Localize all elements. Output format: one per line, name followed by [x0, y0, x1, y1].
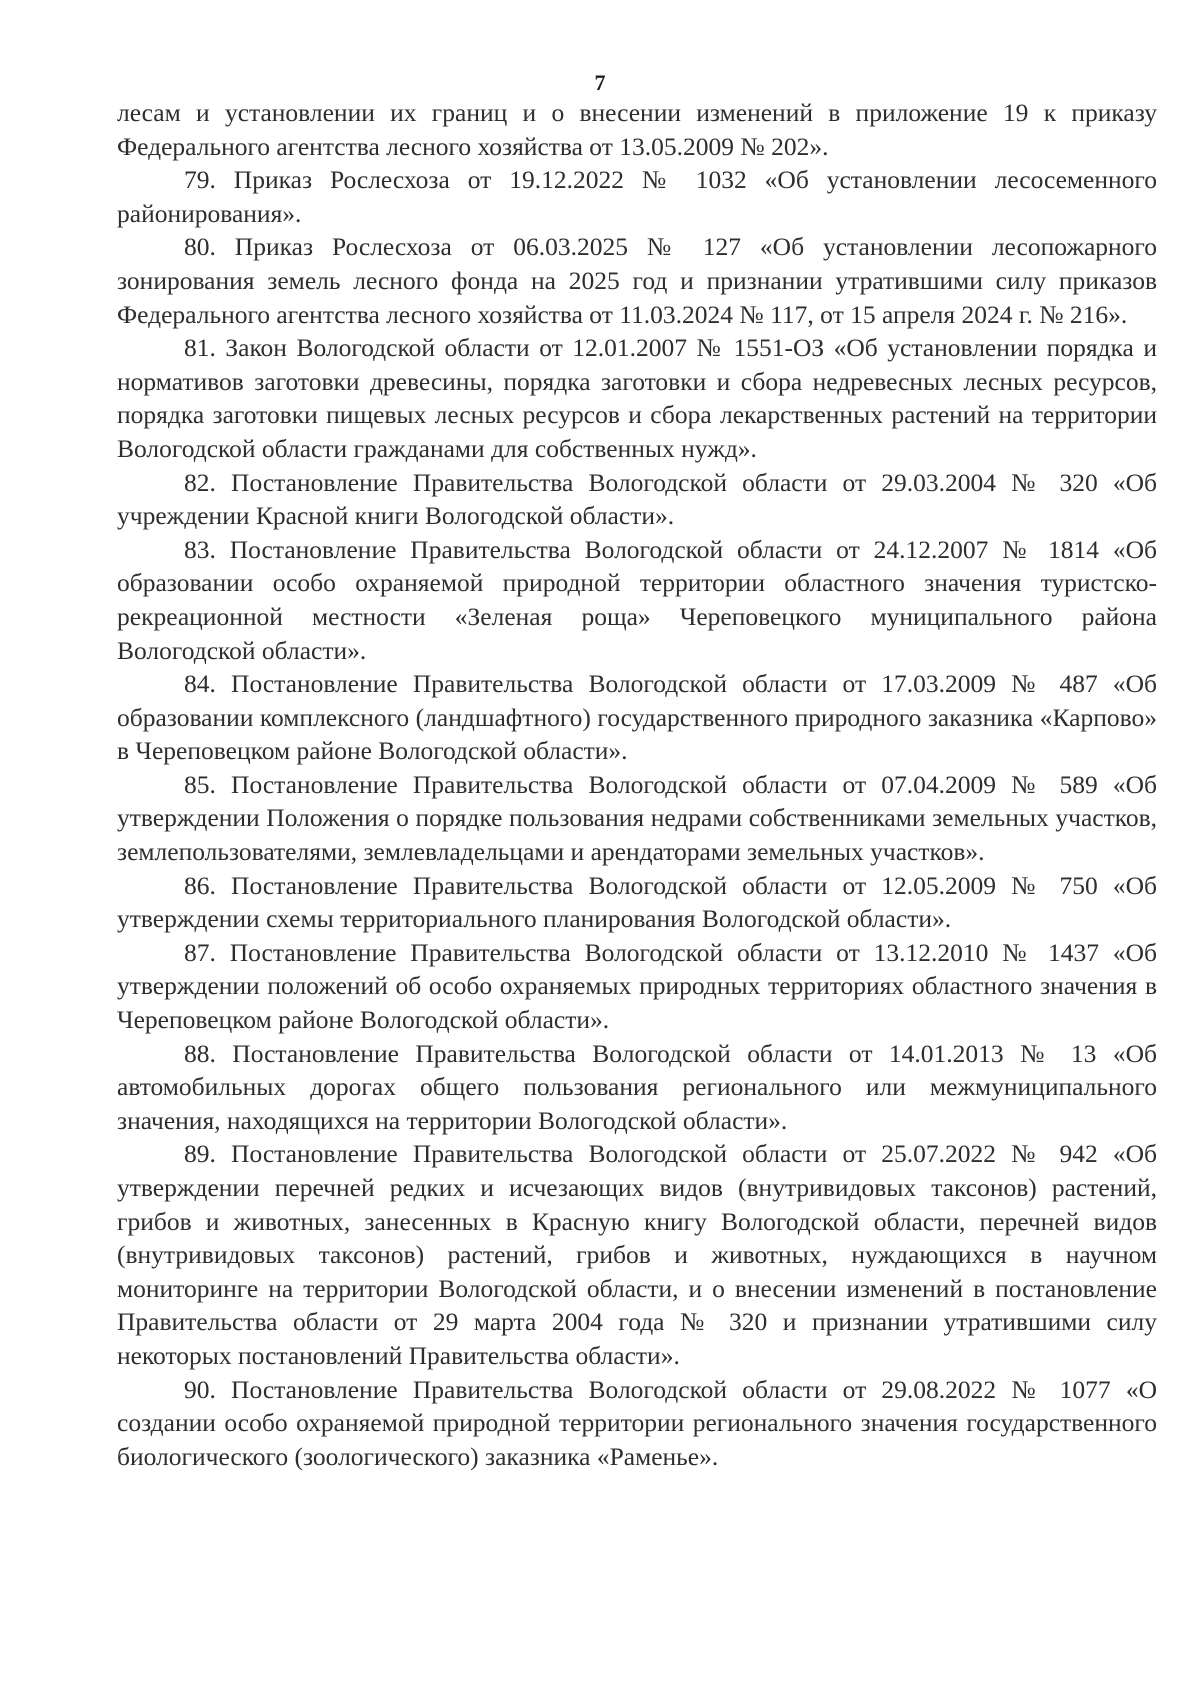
list-item-83: 83. Постановление Правительства Вологодской области от 24.12.2007 № 1814 «Об образовании особо охраняемой природной территории областного значения туристско-рекреационной местности «Зеленая роща» Череповецкого муниципального района Вологодской области».	[117, 534, 1157, 665]
paragraph-continuation: лесам и установлении их границ и о внесении изменений в приложение 19 к приказу Федерального агентства лесного хозяйства от 13.05.2009 № 202».	[117, 98, 1157, 161]
list-item-87: 87. Постановление Правительства Вологодской области от 13.12.2010 № 1437 «Об утверждении положений об особо охраняемых природных территориях областного значения в Череповецком районе Вологодской области».	[117, 937, 1157, 1035]
list-item-80: 80. Приказ Рослесхоза от 06.03.2025 № 127 «Об установлении лесопожарного зонирования земель лесного фонда на 2025 год и признании утратившими силу приказов Федерального агентства лесного хозяйства от 11.03.2024 № 117, от 15 апреля 2024 г. № 216».	[117, 232, 1157, 329]
list-item-81: 81. Закон Вологодской области от 12.01.2007 № 1551-ОЗ «Об установлении порядка и нормативов заготовки древесины, порядка заготовки и сбора недревесных лесных ресурсов, порядка заготовки пищевых лесных ресурсов и сбора лекарственных растений на территории Вологодской области гражданами для собственных нужд».	[117, 333, 1157, 463]
list-item-86: 86. Постановление Правительства Вологодской области от 12.05.2009 № 750 «Об утверждении схемы территориального планирования Вологодской области».	[117, 870, 1157, 934]
list-item-88: 88. Постановление Правительства Вологодской области от 14.01.2013 № 13 «Об автомобильных дорогах общего пользования регионального или межмуниципального значения, находящихся на территории Вологодской области».	[117, 1038, 1157, 1135]
list-item-79: 79. Приказ Рослесхоза от 19.12.2022 № 1032 «Об установлении лесосеменного районирования».	[117, 165, 1157, 228]
list-item-90: 90. Постановление Правительства Вологодской области от 29.08.2022 № 1077 «О создании особо охраняемой природной территории регионального значения государственного биологического (зоологического) заказника «Раменье».	[117, 1374, 1157, 1471]
page-number: 7	[594, 70, 606, 95]
document-body	[117, 96, 1157, 1473]
list-item-89: 89. Постановление Правительства Вологодской области от 25.07.2022 № 942 «Об утверждении перечней редких и исчезающих видов (внутривидовых таксонов) растений, грибов и животных, занесенных в Красную книгу Вологодской области, перечней видов (внутривидовых таксонов) растений, грибов и животных, нуждающихся в научном мониторинге на территории Вологодской области, и о внесении изменений в постановление Правительства области от 29 марта 2004 года № 320 и признании утратившими силу некоторых постановлений Правительства области».	[117, 1139, 1157, 1370]
list-item-85: 85. Постановление Правительства Вологодской области от 07.04.2009 № 589 «Об утверждении Положения о порядке пользования недрами собственниками земельных участков, землепользователями, землевладельцами и арендаторами земельных участков».	[117, 769, 1157, 867]
list-item-84: 84. Постановление Правительства Вологодской области от 17.03.2009 № 487 «Об образовании комплексного (ландшафтного) государственного природного заказника «Карпово» в Череповецком районе Вологодской области».	[117, 669, 1157, 766]
list-item-82: 82. Постановление Правительства Вологодской области от 29.03.2004 № 320 «Об учреждении Красной книги Вологодской области».	[117, 467, 1157, 531]
